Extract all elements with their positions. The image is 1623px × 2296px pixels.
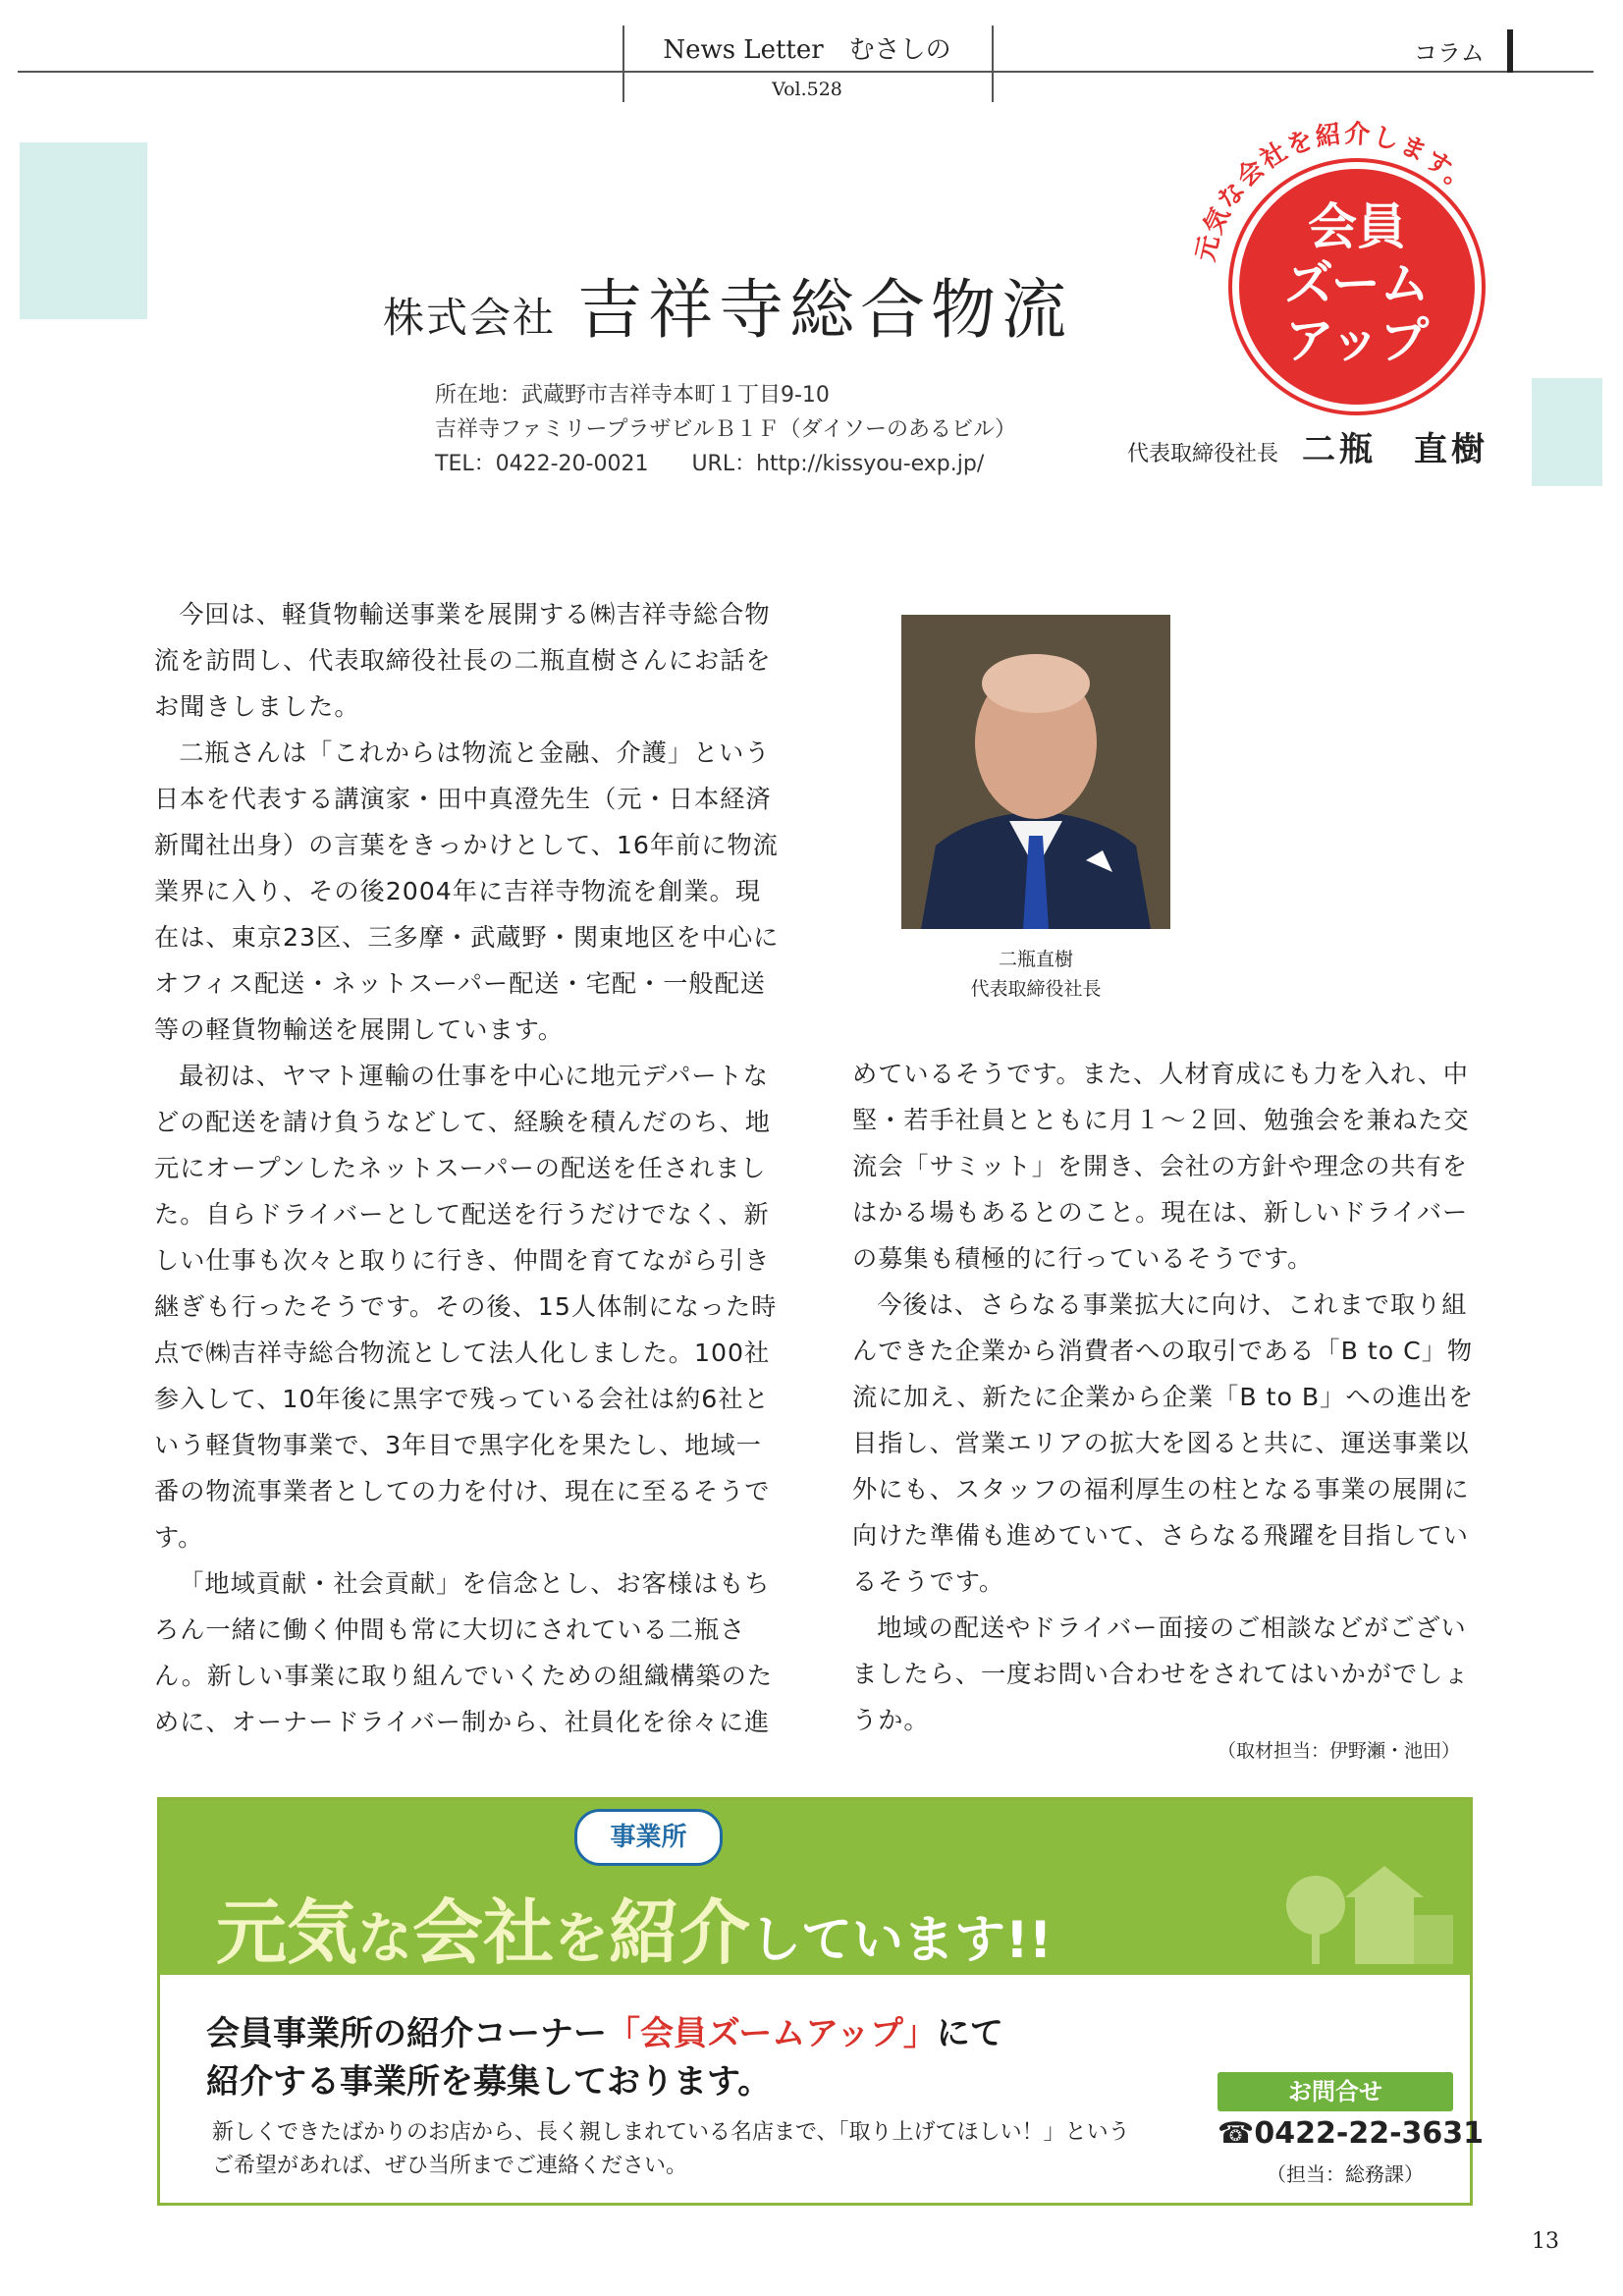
address-line-2: 吉祥寺ファミリープラザビルＢ１Ｆ（ダイソーのあるビル） bbox=[435, 417, 1017, 442]
article-paragraph-5: 今後は、さらなる事業拡大に向け、これまで取り組んできた企業から消費者への取引である「B to C」物流に加え、新たに企業から企業「B to B」への進出を目指し、営業エリアの拡大を図ると共に、運送事業以外にも、スタッフの福利厚生の柱となる事業の展開に向けた準備も進めていて、さらなる飛躍を目指しているそうです。 bbox=[852, 1290, 1475, 1596]
decor-tint-left bbox=[20, 142, 147, 319]
badge-line-2: ズーム bbox=[1284, 255, 1430, 312]
banner-line-1-b: 「会員ズームアップ」 bbox=[607, 2014, 937, 2053]
banner-line-1 bbox=[206, 2006, 1003, 2054]
article-paragraph-1: 今回は、軽貨物輸送事業を展開する㈱吉祥寺総合物流を訪問し、代表取締役社長の二瓶直樹さんにお話をお聞きしました。 bbox=[154, 600, 772, 721]
section-label: コラム bbox=[1414, 39, 1485, 67]
article-column-right bbox=[852, 1051, 1481, 1743]
headline-part-e: 紹介 bbox=[609, 1891, 751, 1974]
volume-number: Vol.528 bbox=[772, 79, 842, 100]
article-paragraph-4-end: めているそうです。また、人材育成にも力を入れ、中堅・若手社員とともに月１～２回、勉強会を兼ねた交流会「サミット」を開き、会社の方針や理念の共有をはかる場もあるとのこと。現在は、新しいドライバーの募集も積極的に行っているそうです。 bbox=[852, 1060, 1470, 1273]
decor-tint-right bbox=[1532, 378, 1602, 486]
svg-text:元気な会社を紹介します。: 元気な会社を紹介します。 bbox=[1190, 119, 1479, 264]
interview-credit: （取材担当：伊野瀬・池田） bbox=[1217, 1740, 1461, 1762]
article-paragraph-6: 地域の配送やドライバー面接のご相談などがございましたら、一度お問い合わせをされてはいかがでしょうか。 bbox=[852, 1613, 1470, 1734]
article-paragraph-4-start: 「地域貢献・社会貢献」を信念とし、お客様はもちろん一緒に働く仲間も常に大切にされている二瓶さん。新しい事業に取り組んでいくための組織構築のために、オーナードライバー制から、社員化を徐々に進 bbox=[154, 1569, 774, 1736]
article-paragraph-2: 二瓶さんは「これからは物流と金融、介護」という日本を代表する講演家・田中真澄先生（元・日本経済新聞社出身）の言葉をきっかけとして、16年前に物流業界に入り、その後2004年に吉祥寺物流を創業。現在は、東京23区、三多摩・武蔵野・関東地区を中心にオフィス配送・ネットスーパー配送・宅配・一般配送等の軽貨物輸送を展開しています。 bbox=[154, 738, 780, 1044]
url-link[interactable]: URL：http://kissyou-exp.jp/ bbox=[691, 452, 985, 476]
inquiry-phone[interactable]: ☎0422-22-3631 bbox=[1217, 2116, 1485, 2151]
article-paragraph-3: 最初は、ヤマト運輸の仕事を中心に地元デパートなどの配送を請け負うなどして、経験を積んだのち、地元にオープンしたネットスーパーの配送を任されました。自らドライバーとして配送を行うだけでなく、新しい仕事も次々と取りに行き、仲間を育てながら引き継ぎも行ったそうです。その後、15人体制になった時点で㈱吉祥寺総合物流として法人化しました。100社参入して、10年後に黒字で残っている会社は約6社という軽貨物事業で、3年目で黒字化を果たし、地域一番の物流事業者としての力を付け、現在に至るそうです。 bbox=[154, 1062, 778, 1552]
badge-line-3: アップ bbox=[1284, 312, 1430, 369]
headline-part-b: な bbox=[357, 1907, 413, 1971]
office-tag: 事業所 bbox=[574, 1809, 723, 1866]
representative bbox=[1127, 422, 1488, 470]
headline-part-d: を bbox=[554, 1907, 610, 1971]
headline-part-f: しています!! bbox=[750, 1911, 1053, 1970]
rep-title: 代表取締役社長 bbox=[1127, 442, 1279, 466]
headline-part-a: 元気 bbox=[216, 1891, 358, 1974]
banner-body-line-1: 新しくできたばかりのお店から、長く親しまれている名店まで、「取り上げてほしい！」という bbox=[212, 2120, 1130, 2145]
article-column-left bbox=[154, 591, 783, 1745]
section-bar bbox=[1507, 29, 1513, 73]
company-title bbox=[383, 257, 1072, 351]
inquiry-contact-note: （担当：総務課） bbox=[1267, 2162, 1424, 2186]
inquiry-label: お問合せ bbox=[1217, 2072, 1453, 2111]
badge-zoom-up bbox=[1232, 162, 1482, 411]
page-number: 13 bbox=[1532, 2229, 1559, 2254]
address-line-1: 所在地：武蔵野市吉祥寺本町１丁目9-10 bbox=[435, 383, 830, 408]
banner-headline bbox=[216, 1876, 1052, 1978]
banner-line-1-a: 会員事業所の紹介コーナー bbox=[206, 2014, 607, 2053]
rep-name: 二瓶 直樹 bbox=[1302, 430, 1489, 469]
banner-body bbox=[212, 2116, 1130, 2183]
headline-part-c: 会社 bbox=[412, 1891, 555, 1974]
house-tree-icon bbox=[1276, 1846, 1463, 1974]
caption-name: 二瓶直樹 bbox=[998, 949, 1073, 970]
photo-caption bbox=[901, 945, 1170, 1004]
company-prefix: 株式会社 bbox=[383, 294, 557, 342]
portrait-illustration bbox=[901, 615, 1170, 929]
caption-title: 代表取締役社長 bbox=[970, 978, 1102, 1000]
portrait-photo bbox=[901, 615, 1170, 929]
company-name: 吉祥寺総合物流 bbox=[577, 272, 1073, 348]
banner-body-line-2: ご希望があれば、ぜひ当所までご連絡ください。 bbox=[212, 2154, 688, 2178]
banner-line-2: 紹介する事業所を募集しております。 bbox=[206, 2062, 772, 2102]
company-info bbox=[435, 378, 1016, 481]
badge-line-1: 会員 bbox=[1308, 198, 1406, 255]
banner-line-1-c: にて bbox=[936, 2014, 1003, 2053]
newsletter-title: News Letter むさしの bbox=[663, 35, 951, 65]
tel: TEL：0422-20-0021 bbox=[435, 452, 649, 476]
